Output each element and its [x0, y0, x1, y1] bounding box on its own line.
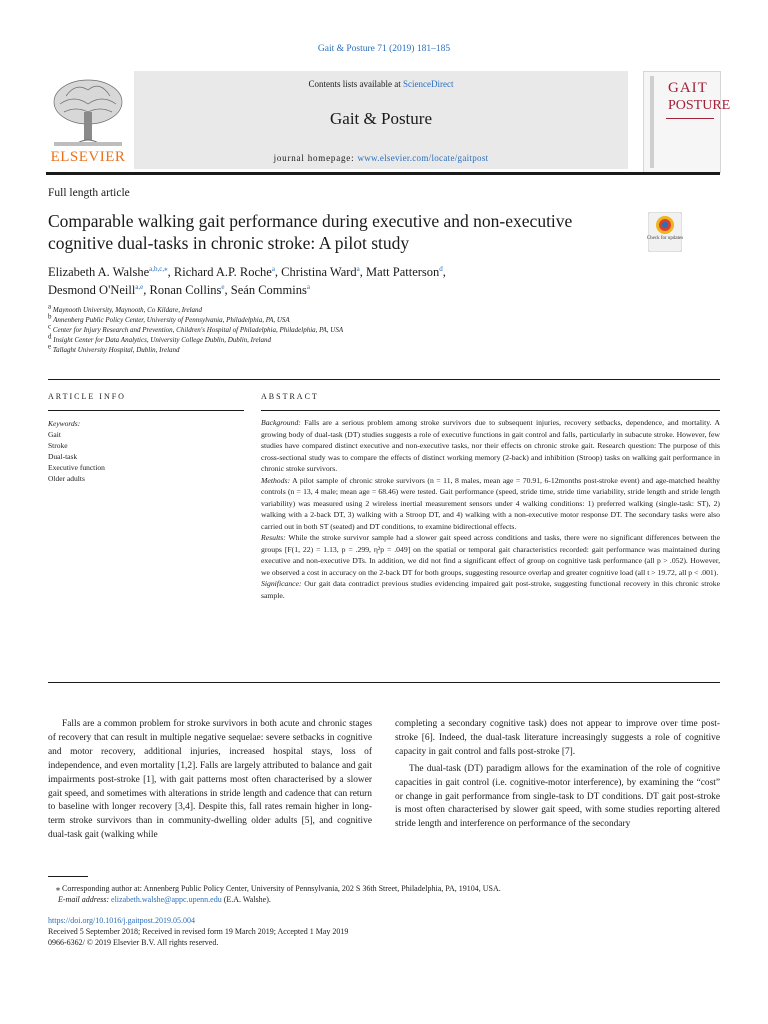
author-affiliation-marker[interactable]: a,b,c,⁎ — [149, 264, 168, 273]
journal-homepage-link[interactable]: www.elsevier.com/locate/gaitpost — [357, 153, 489, 163]
publication-info — [48, 915, 708, 948]
journal-title: Gait & Posture — [330, 109, 432, 128]
body-right-column — [395, 718, 720, 832]
elsevier-wordmark: ELSEVIER — [50, 149, 126, 165]
email-note: E-mail address: elizabeth.walshe@appc.upenn.edu (E.A. Walshe). — [58, 895, 271, 904]
body-paragraph: completing a secondary cognitive task) does not appear to improve over time post-stroke [6]. Indeed, the dual-task literature increasingly suggests a role of cognitive capacity in gait control and falls post-stroke [7]. — [395, 719, 720, 757]
author-name[interactable]: Matt Patterson — [366, 265, 440, 279]
body-paragraph: Falls are a common problem for stroke survivors in both acute and chronic stages of recovery that can result in multiple negative sequelae: severe setbacks in cognitive and motor recovery, additional injuries, increased hospital stays, loss of independence, and even mortality [1,2]. Falls are largely attributed to balance and gait impairments post-stroke [1], with gait patterns most often characterised by a slower gait speed, and sometimes with alterations in stride length and cadence that can return to baseline with longer recovery [3,4]. Despite this, fall rates remain higher in long-term stroke survivors than in community-dwelling older adults [5], and cognitive dual-task gait (walking while — [48, 719, 372, 841]
abstract-heading: ABSTRACT — [261, 392, 319, 401]
author-list: Elizabeth A. Walshe$^{a,b,c,⁎}$, Richard A.P. Roche$^a$, Christina Ward$^a$, Matt Patterson$^d$, Desmond O'Neill$^{a,e}$, Ronan Collins$^e$, Seán Commins$^a$ — [48, 264, 446, 297]
info-left-rule — [48, 410, 244, 411]
affiliation-item: $^e$ Tallaght University Hospital, Dublin, Ireland — [48, 342, 180, 354]
corresponding-author-note: ⁎ Corresponding author at: Annenberg Public Policy Center, University of Pennsylvania, 202 S 36th Street, Philadelphia, PA, 19104, USA. — [56, 884, 501, 893]
affiliation-item: $^a$ Maynooth University, Maynooth, Co Kildare, Ireland — [48, 302, 203, 314]
abstract-results: Results: While the stroke survivor sample had a slower gait speed across conditions and tasks, there were no significant differences between the groups [F(1, 22) = 1.13, p = .299, η²p = .049] on the spatial or temporal gait characteristics recorded: gait performance was maintained during executive and non-executive DTs. In addition, we did not find a significant effect of group on cognitive task performance (all p > .052). However, we observed a cost in accuracy on the 2-back DT for both groups, suggesting resource overlap and greater cognitive load (all t > 19.72, all p < .001). — [261, 533, 720, 577]
info-right-rule — [261, 410, 720, 411]
keywords-block — [48, 418, 105, 484]
abstract-significance: Significance: Our gait data contradict previous studies evidencing impaired gait post-stroke, suggesting functional recovery in this chronic stroke sample. — [261, 579, 720, 600]
body-left-column — [48, 718, 372, 843]
footnote-rule — [48, 876, 88, 877]
affiliation-list — [48, 302, 708, 355]
keyword-item: Executive function — [48, 463, 105, 472]
footnote-block — [48, 883, 708, 905]
affiliation-item: $^c$ Center for Injury Research and Prevention, Children's Hospital of Philadelphia, Philadelphia, PA, USA — [48, 322, 344, 334]
author-affiliation-marker[interactable]: e — [221, 282, 225, 291]
cover-title-line2: POSTURE — [668, 98, 731, 113]
author-name[interactable]: Ronan Collins — [149, 283, 222, 297]
keyword-item: Gait — [48, 430, 61, 439]
header-rule — [46, 172, 720, 175]
author-affiliation-marker[interactable]: a — [271, 264, 275, 273]
keyword-item: Older adults — [48, 474, 85, 483]
abstract-methods: Methods: A pilot sample of chronic stroke survivors (n = 11, 8 males, mean age = 70.91, 6-12months post-stroke event) and age-matched healthy controls (n = 13, 4 male; mean age = 68.46) were tested. Gait performance (speed, stride time, stride time variability, stride length and stride length variability) was measured using 2 wireless inertial measurement sensors under 4 walking conditions: 1) preferred walking (single-task: ST), 2) walking with a 2-back DT, 3) walking with a Stroop DT, and 4) walking with a non-executive motor response DT. The secondary tasks were also carried out in both ST (seated) and DT conditions, to examine bidirectional effects. — [261, 475, 721, 531]
copyright-line: 0966-6362/ © 2019 Elsevier B.V. All rights reserved. — [48, 938, 219, 947]
author-affiliation-marker[interactable]: a — [306, 282, 310, 291]
crossmark-label: Check for updates — [646, 236, 684, 241]
author-name[interactable]: Richard A.P. Roche — [173, 265, 272, 279]
keyword-item: Stroke — [48, 441, 68, 450]
cover-title-line1: GAIT — [668, 80, 708, 96]
abstract-bottom-rule — [48, 682, 720, 683]
author-name[interactable]: Desmond O'Neill — [48, 283, 136, 297]
journal-cover-thumbnail — [643, 71, 731, 173]
body-paragraph: The dual-task (DT) paradigm allows for the examination of the role of cognitive capacities in gait control (i.e. cognitive-motor interference), by examining the “cost” or change in gait performance from single-task to DT conditions. DT gait post-stroke is most often characterised by slower gait speed, with some studies reporting altered stride length and interference on performance of the secondary — [395, 763, 720, 830]
author-affiliation-marker[interactable]: d — [439, 264, 443, 273]
email-link[interactable]: elizabeth.walshe@appc.upenn.edu — [111, 895, 222, 904]
journal-homepage: journal homepage: www.elsevier.com/locate/gaitpost — [273, 153, 489, 163]
author-name[interactable]: Elizabeth A. Walshe — [48, 265, 150, 279]
keywords-label: Keywords: — [48, 419, 81, 428]
journal-reference-link[interactable]: Gait & Posture 71 (2019) 181–185 — [317, 44, 451, 54]
sciencedirect-link[interactable]: ScienceDirect — [403, 79, 454, 89]
keyword-item: Dual-task — [48, 452, 78, 461]
abstract-background: Background: Falls are a serious problem among stroke survivors due to subsequent injuries, recovery setbacks, dependence, and mortality. A growing body of dual-task (DT) studies suggests a role of executive functions in gait control and falls, particularly in subacute stroke. However, few studies have compared distinct executive and non-executive tasks, nor their effects on chronic stroke gait. Research question: The purpose of this cross-sectional study was to compare the effects of distinct working memory (2-back) and inhibition (Stroop) tasks on walking gait performance in chronic stroke survivors. — [261, 418, 721, 473]
article-title: Comparable walking gait performance during executive and non-executive cognitive dual-tasks in chronic stroke: A pilot study — [48, 211, 573, 253]
author-name[interactable]: Seán Commins — [230, 283, 307, 297]
info-top-rule — [48, 379, 720, 380]
article-info-heading: ARTICLE INFO — [48, 392, 126, 401]
article-type: Full length article — [48, 187, 130, 199]
received-dates: Received 5 September 2018; Received in revised form 19 March 2019; Accepted 1 May 2019 — [48, 927, 349, 936]
affiliation-item: $^d$ Insight Center for Data Analytics, University College Dublin, Dublin, Ireland — [48, 332, 272, 344]
abstract-body — [261, 417, 720, 601]
crossmark-icon[interactable] — [648, 212, 682, 252]
doi-link[interactable]: https://doi.org/10.1016/j.gaitpost.2019.05.004 — [48, 916, 195, 925]
author-affiliation-marker[interactable]: a — [356, 264, 360, 273]
contents-line: Contents lists available at ScienceDirect — [308, 79, 454, 89]
affiliation-item: $^b$ Annenberg Public Policy Center, University of Pennsylvania, Philadelphia, PA, USA — [48, 312, 290, 324]
author-name[interactable]: Christina Ward — [281, 265, 357, 279]
author-affiliation-marker[interactable]: a,e — [135, 282, 144, 291]
